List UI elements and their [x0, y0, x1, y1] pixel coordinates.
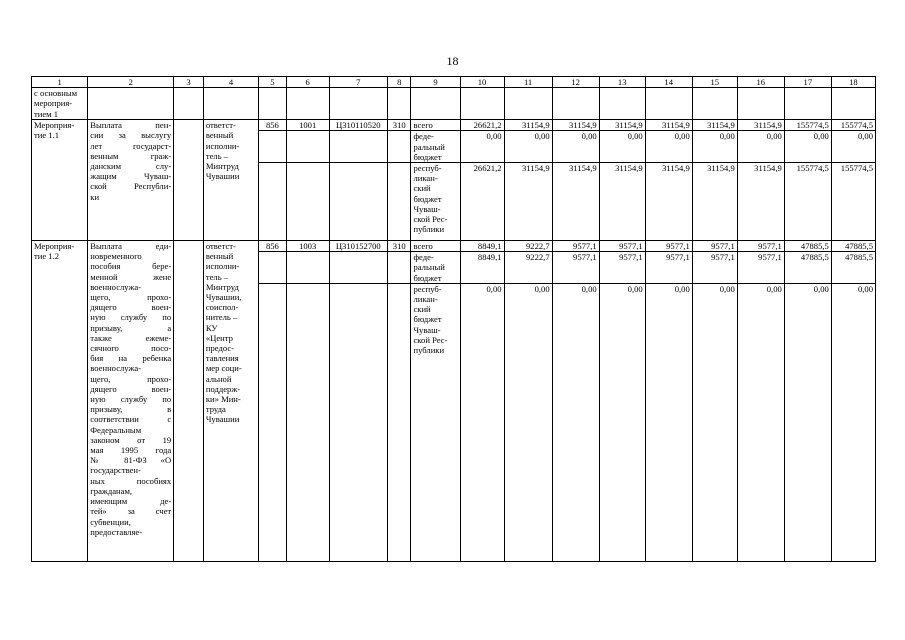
empty-cell	[460, 88, 504, 120]
empty-cell	[599, 88, 645, 120]
column-header: 8	[387, 77, 411, 88]
code-cell: 856	[259, 241, 287, 252]
funding-value: 31154,9	[504, 163, 552, 241]
funding-source-line: бюджет	[413, 193, 442, 204]
column-header: 3	[174, 77, 204, 88]
empty-cell	[88, 88, 174, 120]
program-table	[31, 76, 876, 562]
funding-value: 0,00	[692, 131, 737, 163]
empty-cell	[203, 88, 258, 120]
measure-description	[88, 241, 174, 562]
measure-description-line: субвенции,	[90, 516, 131, 527]
funding-value: 9222,7	[504, 241, 552, 252]
empty-cell	[504, 88, 552, 120]
measure-executor-line: «Центр	[205, 332, 233, 343]
measure-description-line: бия на ребенка	[90, 353, 172, 364]
empty-cell	[174, 88, 204, 120]
empty-cell	[645, 88, 692, 120]
section-label	[32, 88, 88, 120]
measure-name-line: Мероприя-	[34, 241, 75, 252]
measure-description-line: соответствии с	[90, 414, 172, 425]
measure-description	[88, 120, 174, 241]
funding-value: 9577,1	[737, 252, 784, 284]
funding-source-line: ральный	[413, 262, 445, 273]
measure-executor-line: тель –	[205, 271, 229, 282]
section-label-line: мероприя-	[34, 98, 73, 109]
measure-executor-line: соиспол-	[205, 302, 239, 313]
funding-value: 31154,9	[645, 163, 692, 241]
measure-executor-line: мер соци-	[205, 363, 242, 374]
measure-description-line: ную службу по	[90, 394, 172, 405]
measure-executor-line: ответст-	[205, 241, 236, 252]
measure-description-line: новременного	[90, 251, 142, 262]
measure-name-line: Мероприя-	[34, 120, 75, 131]
empty-cell	[387, 163, 411, 241]
funding-source-line: публики	[413, 345, 445, 356]
funding-value: 9577,1	[599, 252, 645, 284]
measure-description-line: тей» за счет	[90, 506, 172, 517]
funding-value: 0,00	[599, 131, 645, 163]
measure-description-line: ных пособиях	[90, 475, 172, 486]
funding-value: 9577,1	[645, 241, 692, 252]
code-cell: 310	[387, 241, 411, 252]
section-label-line: с основным	[34, 88, 78, 99]
empty-cell	[174, 120, 204, 241]
funding-value: 31154,9	[692, 120, 737, 131]
funding-value: 26621,2	[460, 120, 504, 131]
funding-source-line: Чуваш-	[413, 324, 441, 335]
empty-cell	[286, 163, 329, 241]
table-row	[32, 241, 876, 252]
empty-cell	[286, 283, 329, 561]
measure-executor-line: ответст-	[205, 120, 236, 131]
code-cell: 310	[387, 120, 411, 131]
funding-source-line: респуб-	[413, 163, 442, 174]
measure-name	[32, 241, 88, 562]
empty-cell	[411, 88, 460, 120]
column-header: 17	[784, 77, 831, 88]
measure-description-line: законом от 19	[90, 434, 172, 445]
column-header: 11	[504, 77, 552, 88]
funding-source-line: публики	[413, 224, 445, 235]
funding-source-line: Чуваш-	[413, 203, 441, 214]
funding-value: 31154,9	[504, 120, 552, 131]
empty-cell	[286, 252, 329, 284]
funding-value: 9577,1	[552, 241, 599, 252]
funding-value: 0,00	[784, 131, 831, 163]
funding-value: 9577,1	[552, 252, 599, 284]
empty-cell	[329, 131, 387, 163]
section-label-line: тием 1	[34, 108, 59, 119]
funding-source	[411, 120, 460, 131]
funding-value: 0,00	[460, 283, 504, 561]
measure-executor-line: нитель –	[205, 312, 238, 323]
column-header: 18	[831, 77, 875, 88]
funding-value: 47885,5	[784, 252, 831, 284]
empty-cell	[387, 252, 411, 284]
measure-name-line: тие 1.1	[34, 130, 60, 141]
measure-description-line: данским слу-	[90, 161, 172, 172]
funding-value: 8849,1	[460, 241, 504, 252]
measure-description-line: призыву, а	[90, 322, 172, 333]
measure-description-line: дящего воен-	[90, 383, 172, 394]
empty-cell	[286, 131, 329, 163]
measure-description-line: ную службу по	[90, 312, 172, 323]
measure-description-line: Федеральным	[90, 424, 142, 435]
measure-description-line: сии за выслугу	[90, 130, 172, 141]
funding-value: 0,00	[552, 131, 599, 163]
empty-cell	[692, 88, 737, 120]
funding-source-line: феде-	[413, 131, 434, 142]
funding-value: 155774,5	[831, 163, 875, 241]
funding-value: 9222,7	[504, 252, 552, 284]
funding-source-line: феде-	[413, 252, 434, 263]
column-header: 16	[737, 77, 784, 88]
funding-value: 0,00	[737, 131, 784, 163]
measure-executor-line: Чувашии	[205, 171, 240, 182]
funding-value: 9577,1	[599, 241, 645, 252]
empty-cell	[286, 88, 329, 120]
measure-executor-line: Минтруд	[205, 281, 239, 292]
code-cell: 856	[259, 120, 287, 131]
funding-source-line: всего	[413, 120, 433, 131]
funding-source-line: ликан-	[413, 173, 438, 184]
funding-value: 0,00	[784, 283, 831, 561]
measure-executor	[203, 241, 258, 562]
funding-value: 0,00	[552, 283, 599, 561]
measure-executor-line: труда	[205, 404, 226, 415]
measure-description-line: щего, прохо-	[90, 373, 172, 384]
column-header: 2	[88, 77, 174, 88]
funding-value: 0,00	[645, 131, 692, 163]
funding-source-line: бюджет	[413, 314, 442, 325]
funding-source	[411, 252, 460, 284]
column-header: 13	[599, 77, 645, 88]
funding-value: 0,00	[831, 283, 875, 561]
column-header: 9	[411, 77, 460, 88]
measure-executor-line: тавления	[205, 353, 239, 364]
empty-cell	[784, 88, 831, 120]
funding-source	[411, 163, 460, 241]
measure-executor-line: исполни-	[205, 140, 240, 151]
table-row	[32, 120, 876, 131]
measure-description-line: пособия бере-	[90, 261, 172, 272]
funding-source-line: всего	[413, 241, 433, 252]
funding-value: 0,00	[504, 131, 552, 163]
funding-value: 26621,2	[460, 163, 504, 241]
column-header: 12	[552, 77, 599, 88]
empty-cell	[329, 283, 387, 561]
empty-cell	[259, 252, 287, 284]
funding-value: 9577,1	[692, 241, 737, 252]
funding-value: 9577,1	[692, 252, 737, 284]
funding-source-line: ский	[413, 304, 431, 315]
measure-description-line: предоставляе-	[90, 526, 143, 537]
funding-source	[411, 283, 460, 561]
measure-name	[32, 120, 88, 241]
empty-cell	[329, 252, 387, 284]
measure-description-line: призыву, в	[90, 404, 172, 415]
funding-source-line: ской Рес-	[413, 334, 448, 345]
funding-source-line: ликан-	[413, 294, 438, 305]
funding-value: 47885,5	[784, 241, 831, 252]
measure-executor	[203, 120, 258, 241]
empty-cell	[831, 88, 875, 120]
measure-executor-line: венный	[205, 130, 234, 141]
code-cell: Ц310110520	[329, 120, 387, 131]
funding-value: 9577,1	[737, 241, 784, 252]
measure-executor-line: ки» Мин-	[205, 394, 241, 405]
measure-description-line: щего, прохо-	[90, 292, 172, 303]
funding-value: 31154,9	[645, 120, 692, 131]
empty-cell	[552, 88, 599, 120]
empty-cell	[329, 88, 387, 120]
funding-value: 31154,9	[599, 163, 645, 241]
column-header: 10	[460, 77, 504, 88]
measure-executor-line: предос-	[205, 343, 235, 354]
funding-value: 31154,9	[692, 163, 737, 241]
funding-source-line: ральный	[413, 141, 445, 152]
funding-value: 8849,1	[460, 252, 504, 284]
funding-value: 0,00	[645, 283, 692, 561]
funding-value: 31154,9	[552, 163, 599, 241]
measure-executor-line: тель –	[205, 150, 229, 161]
column-header: 4	[203, 77, 258, 88]
measure-executor-line: венный	[205, 251, 234, 262]
empty-cell	[259, 163, 287, 241]
measure-description-line: ки	[90, 191, 100, 202]
measure-executor-line: Чувашии	[205, 414, 240, 425]
funding-source-line: бюджет	[413, 272, 442, 283]
empty-cell	[329, 163, 387, 241]
empty-cell	[387, 283, 411, 561]
measure-executor-line: Чувашии,	[205, 292, 242, 303]
column-header: 1	[32, 77, 88, 88]
funding-value: 0,00	[460, 131, 504, 163]
measure-description-line: Выплата еди-	[90, 241, 172, 252]
empty-cell	[259, 131, 287, 163]
funding-value: 31154,9	[737, 163, 784, 241]
measure-description-line: военнослужа-	[90, 363, 142, 374]
funding-source-line: респуб-	[413, 283, 442, 294]
funding-source-line: бюджет	[413, 151, 442, 162]
empty-cell	[387, 88, 411, 120]
funding-source	[411, 241, 460, 252]
measure-description-line: дящего воен-	[90, 302, 172, 313]
measure-description-line: государствен-	[90, 465, 141, 476]
column-header: 6	[286, 77, 329, 88]
funding-source-line: ский	[413, 183, 431, 194]
funding-source	[411, 131, 460, 163]
page-number: 18	[446, 54, 459, 68]
measure-description-line: сячного посо-	[90, 343, 172, 354]
measure-description-line: ской Республи-	[90, 181, 172, 192]
code-cell: Ц310152700	[329, 241, 387, 252]
funding-value: 0,00	[504, 283, 552, 561]
empty-cell	[259, 283, 287, 561]
measure-description-line: венным граж-	[90, 150, 172, 161]
funding-source-line: ской Рес-	[413, 214, 448, 225]
funding-value: 0,00	[599, 283, 645, 561]
measure-executor-line: КУ	[205, 322, 218, 333]
measure-description-line: имеющим де-	[90, 496, 172, 507]
funding-value: 155774,5	[831, 120, 875, 131]
funding-value: 31154,9	[599, 120, 645, 131]
measure-executor-line: исполни-	[205, 261, 240, 272]
funding-value: 155774,5	[784, 120, 831, 131]
measure-description-line: также ежеме-	[90, 332, 172, 343]
measure-description-line: жащим Чуваш-	[90, 171, 172, 182]
measure-executor-line: поддерж-	[205, 383, 241, 394]
measure-description-line: № 81-ФЗ «О	[90, 455, 172, 466]
measure-description-line: гражданам,	[90, 485, 133, 496]
funding-value: 31154,9	[552, 120, 599, 131]
empty-cell	[387, 131, 411, 163]
measure-description-line: мая 1995 года	[90, 445, 172, 456]
measure-description-line: военнослужа-	[90, 281, 142, 292]
measure-description-line: лет государст-	[90, 140, 172, 151]
empty-cell	[737, 88, 784, 120]
code-cell: 1003	[286, 241, 329, 252]
funding-value: 47885,5	[831, 252, 875, 284]
measure-description-line: Выплата пен-	[90, 120, 172, 131]
empty-cell	[174, 241, 204, 562]
measure-description-line: менной жене	[90, 271, 172, 282]
column-header: 14	[645, 77, 692, 88]
column-header: 15	[692, 77, 737, 88]
funding-value: 0,00	[737, 283, 784, 561]
funding-value: 155774,5	[784, 163, 831, 241]
measure-executor-line: Минтруд	[205, 161, 239, 172]
funding-value: 9577,1	[645, 252, 692, 284]
column-header: 5	[259, 77, 287, 88]
funding-value: 0,00	[831, 131, 875, 163]
code-cell: 1001	[286, 120, 329, 131]
funding-value: 47885,5	[831, 241, 875, 252]
measure-name-line: тие 1.2	[34, 251, 60, 262]
empty-cell	[259, 88, 287, 120]
funding-value: 0,00	[692, 283, 737, 561]
funding-value: 31154,9	[737, 120, 784, 131]
measure-executor-line: альной	[205, 373, 232, 384]
column-header: 7	[329, 77, 387, 88]
